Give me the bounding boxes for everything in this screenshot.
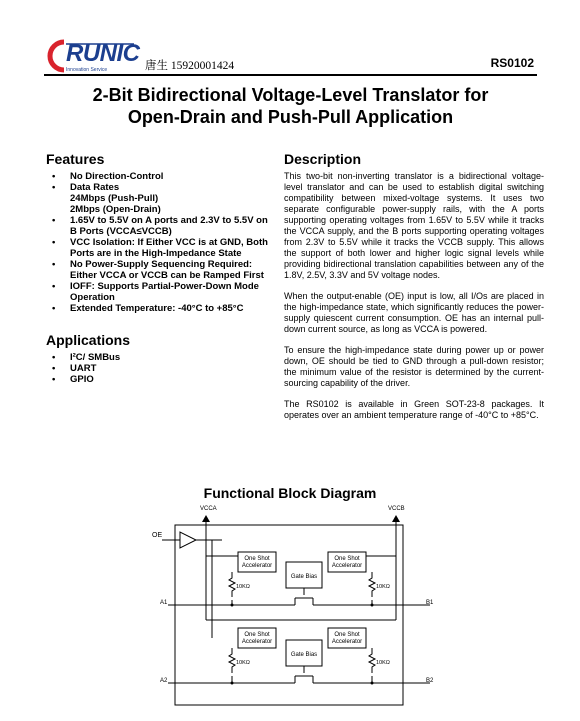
- logo-subtext: Innovation Service: [66, 67, 108, 73]
- oe-label: OE: [152, 532, 163, 539]
- a2-label: A2: [160, 678, 168, 684]
- application-item: • UART: [46, 363, 276, 374]
- accelerator-label: Accelerator: [331, 639, 363, 645]
- vccb-label: VCCB: [388, 506, 405, 512]
- one-shot-block: [328, 552, 366, 572]
- diagram-title: Functional Block Diagram: [203, 485, 377, 501]
- junction-dot: [371, 682, 374, 685]
- applications-section: [46, 332, 276, 385]
- features-heading: Features: [46, 151, 105, 167]
- document-title: [44, 84, 537, 128]
- resistor-icon: [369, 648, 375, 673]
- application-item: • I²C/ SMBus: [46, 352, 276, 363]
- feature-rate-push-pull: 24Mbps (Push-Pull): [70, 193, 159, 204]
- applications-list: [46, 352, 276, 385]
- one-shot-block: [238, 552, 276, 572]
- application-item: • GPIO: [46, 374, 276, 385]
- vcca-label: VCCA: [200, 506, 217, 512]
- accelerator-label: Accelerator: [241, 639, 273, 645]
- feature-data-rates: Data Rates: [70, 182, 120, 193]
- part-number: RS0102: [490, 56, 534, 70]
- b1-label: B1: [426, 600, 434, 606]
- b2-label: B2: [426, 678, 434, 684]
- one-shot-label: One Shot: [334, 632, 360, 638]
- a1-label: A1: [160, 600, 168, 606]
- feature-item: • No Power-Supply Sequencing Required: Either VCCA or VCCB can be Ramped First: [46, 259, 276, 281]
- feature-item: • No Direction-Control: [46, 171, 276, 182]
- title-line-2: Open-Drain and Push-Pull Application: [127, 107, 454, 127]
- accelerator-label: Accelerator: [331, 563, 363, 569]
- feature-item: • 1.65V to 5.5V on A ports and 2.3V to 5.5V on B Ports (VCCA≤VCCB): [46, 215, 276, 237]
- oe-buffer-icon: [180, 532, 196, 548]
- resistor-label: 10KΩ: [376, 660, 390, 666]
- features-list: [46, 171, 276, 314]
- one-shot-label: One Shot: [244, 556, 270, 562]
- resistor-icon: [229, 648, 235, 673]
- feature-item: [46, 182, 276, 215]
- description-paragraph: The RS0102 is available in Green SOT-23-8 packages. It operates over an ambient temperature range of -40°C to +85°C.: [284, 399, 544, 420]
- chip-outline: [175, 525, 403, 705]
- one-shot-block: [328, 628, 366, 648]
- page-header: [0, 0, 580, 80]
- title-line-1: 2-Bit Bidirectional Voltage-Level Translator for: [92, 85, 489, 105]
- vccb-arrow-icon: [392, 515, 400, 522]
- resistor-icon: [369, 572, 375, 597]
- functional-block-diagram: [140, 500, 440, 710]
- junction-dot: [231, 604, 234, 607]
- one-shot-label: One Shot: [244, 632, 270, 638]
- vcca-arrow-icon: [202, 515, 210, 522]
- resistor-label: 10KΩ: [236, 660, 250, 666]
- runic-logo: [44, 36, 140, 76]
- feature-item: • IOFF: Supports Partial-Power-Down Mode Operation: [46, 281, 276, 303]
- one-shot-block: [238, 628, 276, 648]
- logo-text: RUNIC: [66, 40, 140, 67]
- feature-rate-open-drain: 2Mbps (Open-Drain): [70, 204, 161, 215]
- description-paragraph: When the output-enable (OE) input is low, all I/Os are placed in the high-impedance state, which significantly reduces the power-supply quiescent current consumption. OE has an internal pull-down current source, as long as VCCA is powered.: [284, 291, 544, 334]
- resistor-label: 10KΩ: [236, 584, 250, 590]
- feature-item: • Extended Temperature: -40°C to +85°C: [46, 303, 276, 314]
- header-rule: [44, 74, 537, 76]
- description-paragraph: This two-bit non-inverting translator is a bidirectional voltage-level translator and can be used to establish digital switching compatibility between mixed-voltage systems. It uses two separate configurable power-supply rails, with the A ports supporting operating voltages from 1.65V to 5.5V while it tracks the VCCA supply, and the B ports supporting operating voltages from 2.3V to 5.5V while it tracks the VCCB supply. This allows the support of both lower and higher logic signal levels while providing bidirectional translation capabilities between any of the 1.8V, 2.5V, 3.3V and 5V voltage nodes.: [284, 171, 544, 280]
- applications-heading: Applications: [46, 332, 131, 348]
- left-column: [46, 151, 276, 385]
- resistor-icon: [229, 572, 235, 597]
- description-section: [284, 151, 544, 431]
- junction-dot: [231, 682, 234, 685]
- description-paragraph: To ensure the high-impedance state during power up or power down, OE should be tied to GND through a pull-down resistor; the minimum value of the resistor is determined by the current-sourcing capability of the driver.: [284, 345, 544, 388]
- gate-bias-label: Gate Bias: [290, 652, 318, 658]
- one-shot-label: One Shot: [334, 556, 360, 562]
- feature-item: • VCC Isolation: If Either VCC is at GND, Both Ports are in the High-Impedance State: [46, 237, 276, 259]
- resistor-label: 10KΩ: [376, 584, 390, 590]
- contact-info: 唐生 15920001424: [145, 60, 235, 72]
- description-heading: Description: [284, 151, 362, 167]
- junction-dot: [371, 604, 374, 607]
- gate-bias-label: Gate Bias: [290, 574, 318, 580]
- accelerator-label: Accelerator: [241, 563, 273, 569]
